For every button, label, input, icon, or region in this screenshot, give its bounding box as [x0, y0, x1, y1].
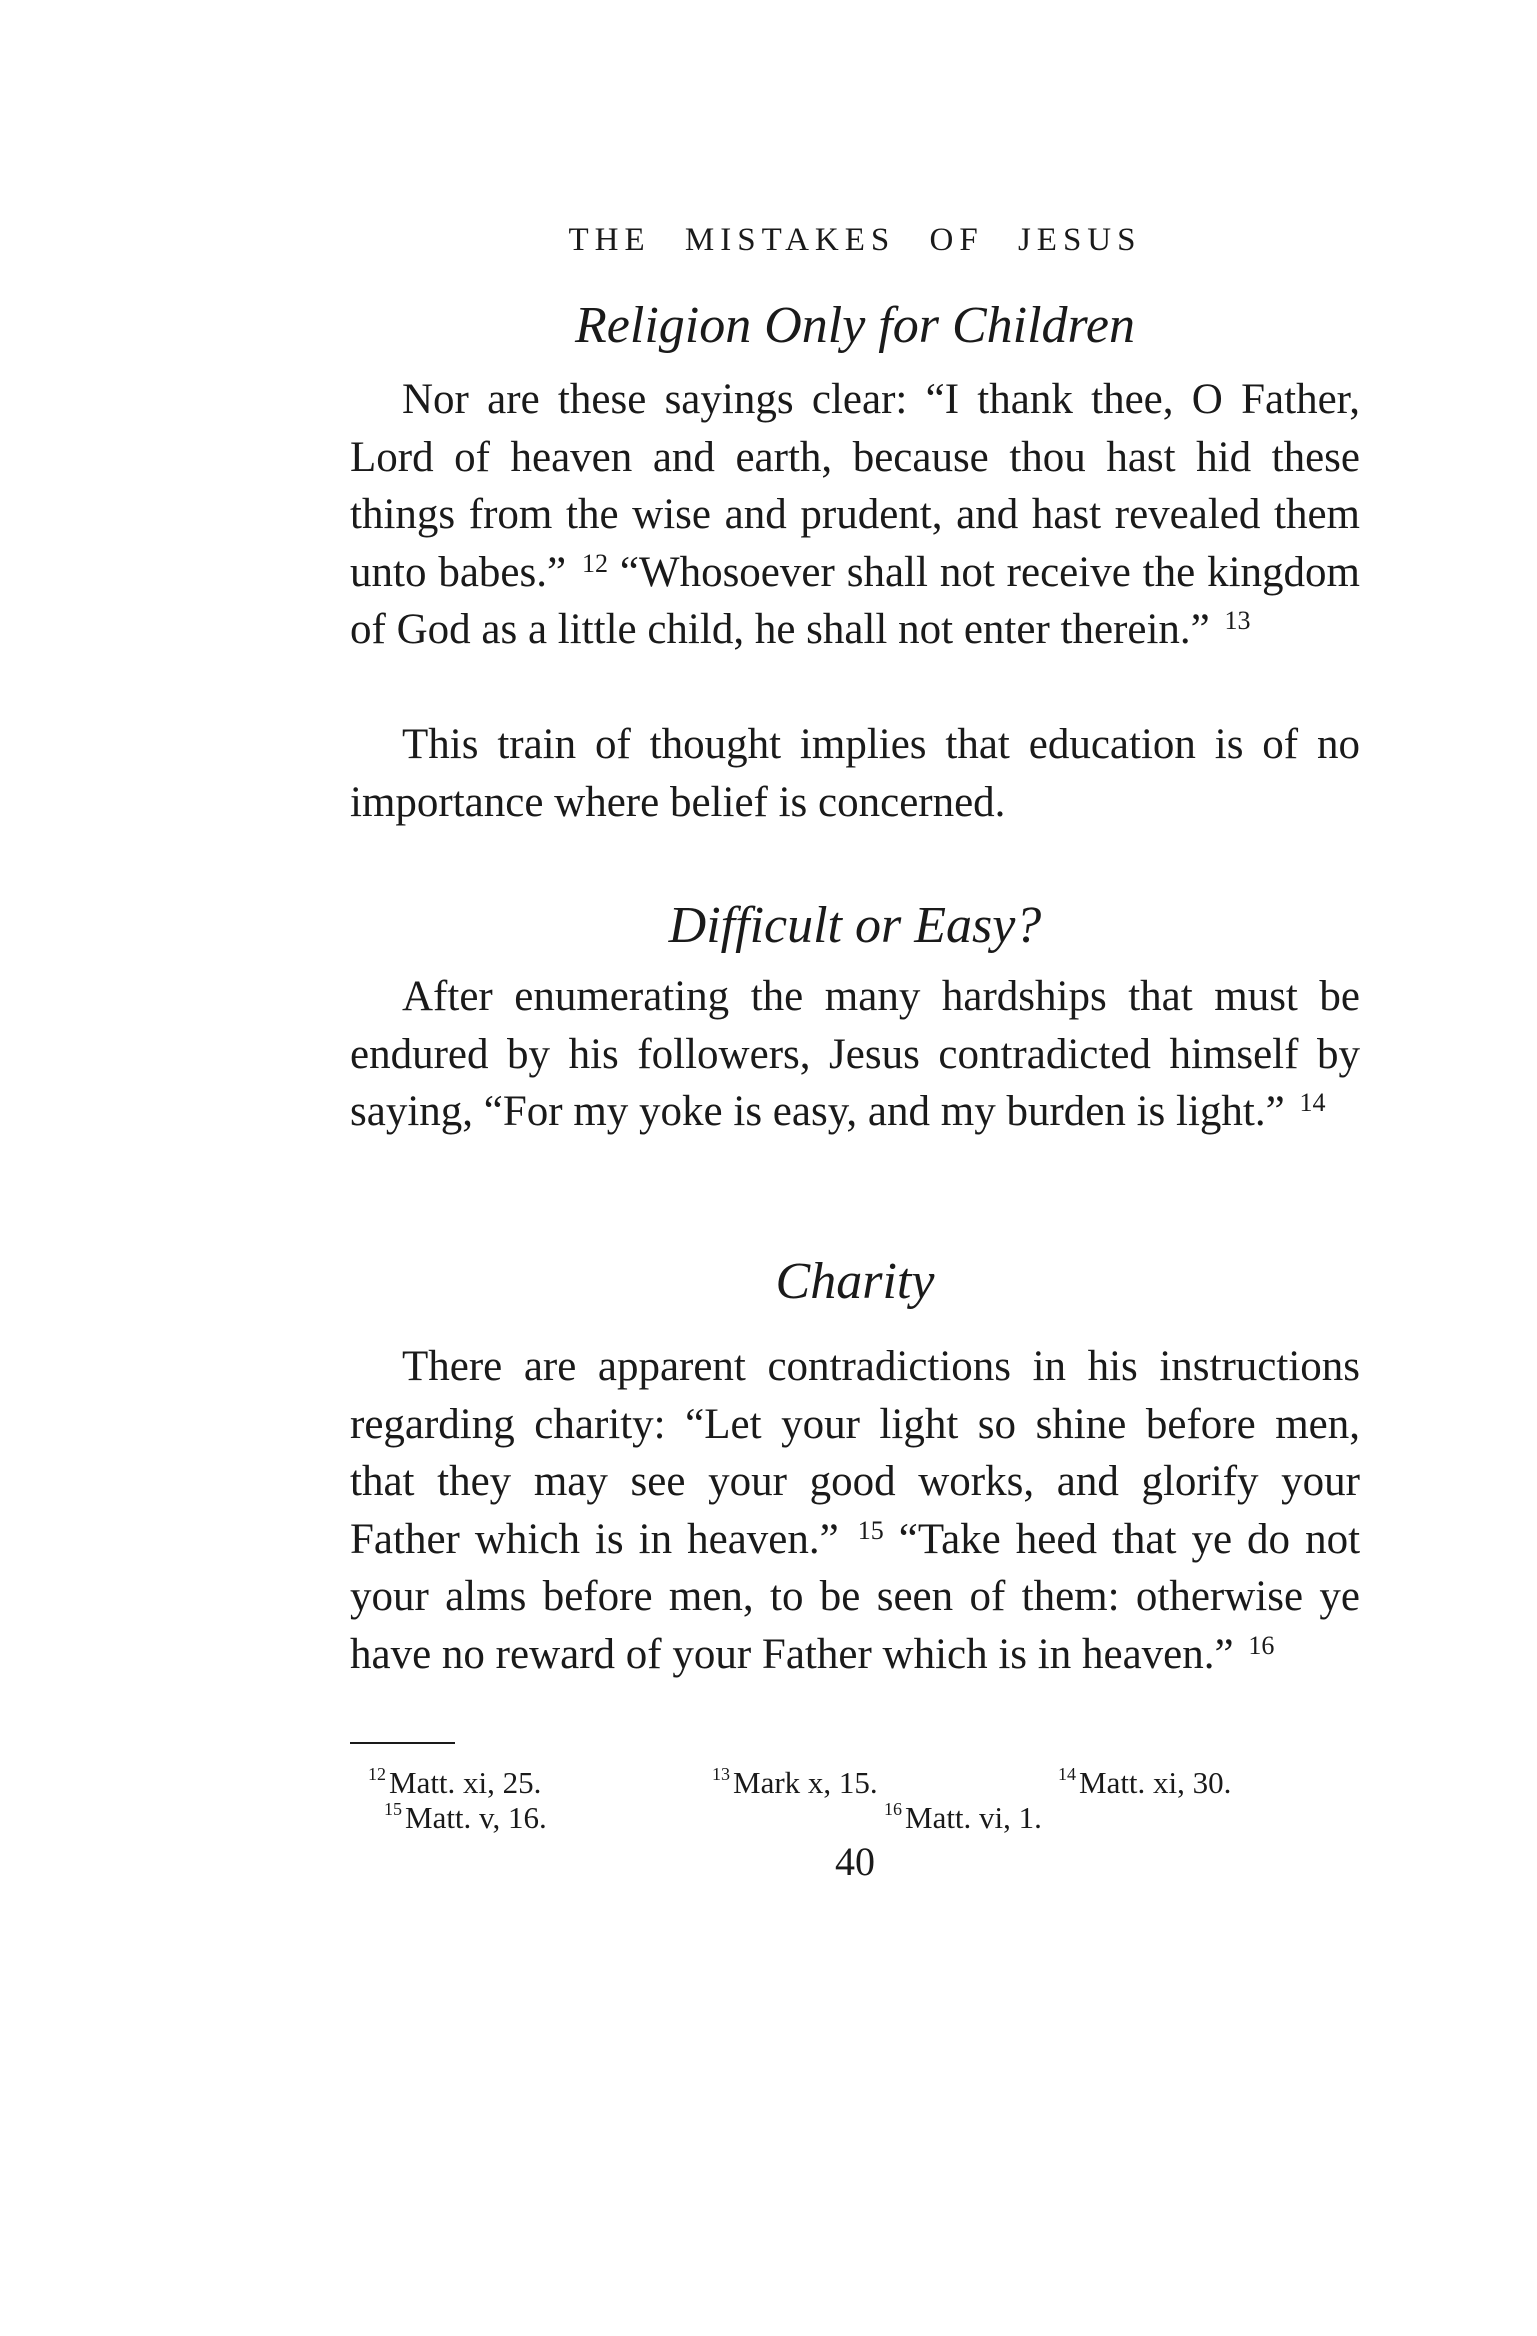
footnote-13 — [712, 1765, 878, 1801]
footnote-text: Mark x, 15. — [733, 1765, 878, 1800]
paragraph-yoke-is-easy — [350, 968, 1360, 1141]
paragraph-sayings-clear — [350, 371, 1360, 659]
page-number: 40 — [835, 1839, 875, 1884]
section-heading-difficult-or-easy: Difficult or Easy? — [668, 897, 1042, 954]
paragraph-text: There are apparent contradictions in his instructions regarding charity: “Let your light so shine before men, that they may see your good works, and glorify your Father which is in heaven.” — [350, 1343, 1360, 1563]
running-head: THE MISTAKES OF JESUS — [568, 222, 1142, 258]
footnote-14 — [1058, 1765, 1231, 1801]
footnote-number: 14 — [1058, 1764, 1076, 1784]
footnote-ref: 16 — [1248, 1630, 1275, 1660]
paragraph-text: “Take heed that ye do not your alms before men, to be seen of them: otherwise ye have no reward of your Father which is in heaven.” — [350, 1515, 1361, 1678]
paragraph-text: This train of thought implies that education is of no importance where belief is concerned. — [350, 721, 1360, 826]
footnote-text: Matt. xi, 25. — [389, 1765, 542, 1800]
footnote-rule — [350, 1742, 455, 1744]
footnote-ref: 15 — [857, 1515, 884, 1545]
footnote-number: 15 — [384, 1799, 402, 1819]
footnote-ref: 12 — [582, 548, 608, 578]
footnote-text: Matt. vi, 1. — [905, 1800, 1042, 1835]
footnote-number: 13 — [712, 1764, 730, 1784]
footnote-text: Matt. xi, 30. — [1079, 1765, 1232, 1800]
footnote-ref: 13 — [1224, 606, 1251, 635]
section-heading-charity: Charity — [775, 1253, 935, 1310]
paragraph-text: Nor are these sayings clear: “I thank thee, O Father, Lord of heaven and earth, because thou hast hid these things from the wise and prudent, and hast revealed them unto babes.” — [350, 376, 1360, 596]
paragraph-charity — [350, 1338, 1360, 1683]
paragraph-text: “Whosoever shall not receive the kingdom of God as a little child, he shall not enter therein.” — [350, 548, 1361, 653]
section-heading-religion-only-for-children: Religion Only for Children — [575, 297, 1135, 354]
footnote-text: Matt. v, 16. — [405, 1800, 547, 1835]
footnote-16 — [884, 1800, 1042, 1836]
paragraph-train-of-thought — [350, 716, 1360, 831]
paragraph-text: After enumerating the many hardships that must be endured by his followers, Jesus contradicted himself by saying, “For my yoke is easy, and my burden is light.” — [350, 973, 1360, 1135]
footnote-12 — [368, 1765, 541, 1801]
footnote-number: 12 — [368, 1764, 386, 1784]
footnote-15 — [384, 1800, 547, 1836]
footnote-number: 16 — [884, 1799, 902, 1819]
footnote-ref: 14 — [1299, 1088, 1326, 1117]
